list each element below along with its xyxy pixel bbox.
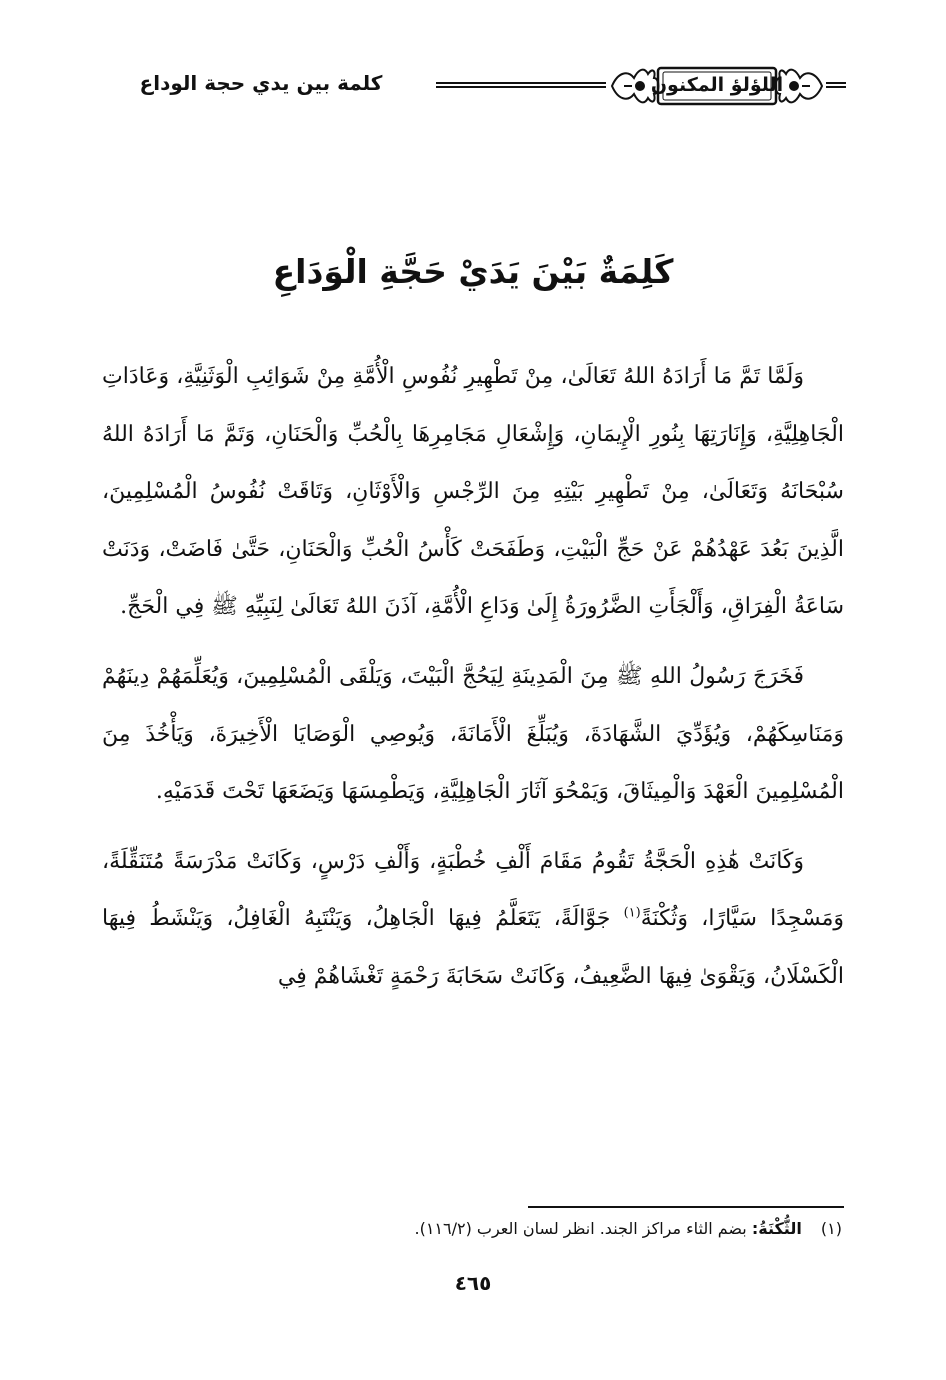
- paragraph-text: وَكَانَتْ هَٰذِهِ الْحَجَّةُ تَقُومُ مَقَامَ أَلْفِ خُطْبَةٍ، وَأَلْفِ دَرْسٍ، وَكَانَتْ مَدْرَسَةً مُتَنَقِّلَةً، وَمَسْجِدًا سَيَّارًا، وَثُكْنَةً: [102, 848, 844, 932]
- paragraph-text: وَلَمَّا تَمَّ مَا أَرَادَهُ اللهُ تَعَالَىٰ، مِنْ تَطْهِيرِ نُفُوسِ الْأُمَّةِ مِنْ شَوَائِبِ الْوَثَنِيَّةِ، وَعَادَاتِ الْجَاهِلِيَّةِ، وَإِنَارَتِهَا بِنُورِ الْإِيمَانِ، وَإِشْعَالِ مَجَامِرِهَا بِالْحُبِّ وَالْحَنَانِ، وَتَمَّ مَا أَرَادَهُ اللهُ سُبْحَانَهُ وَتَعَالَىٰ، مِنْ تَطْهِيرِ بَيْتِهِ مِنَ الرِّجْسِ وَالْأَوْثَانِ، وَتَاقَتْ نُفُوسُ الْمُسْلِمِينَ، الَّذِينَ بَعُدَ عَهْدُهُمْ عَنْ حَجِّ الْبَيْتِ، وَطَفَحَتْ كَأْسُ الْحُبِّ وَالْحَنَانِ، حَتَّىٰ فَاضَتْ، وَدَنَتْ سَاعَةُ الْفِرَاقِ، وَأَلْجَأَتِ الضَّرُورَةُ إِلَىٰ وَدَاعِ الْأُمَّةِ، آذَنَ اللهُ تَعَالَىٰ لِنَبِيِّهِ ﷺ فِي الْحَجِّ.: [102, 364, 844, 620]
- footnote-separator: [528, 1206, 844, 1208]
- page-number: ٤٦٥: [454, 1271, 492, 1295]
- footnote-number: (١): [820, 1219, 842, 1238]
- header-double-rule: [436, 82, 606, 88]
- footnote-text: بضم الثاء مراكز الجند. انظر لسان العرب (١١٦/٢).: [414, 1219, 747, 1238]
- running-header: [96, 58, 846, 118]
- body-text: [102, 348, 844, 1018]
- paragraph-text: فَخَرَجَ رَسُولُ اللهِ ﷺ مِنَ الْمَدِينَةِ لِيَحُجَّ الْبَيْتَ، وَيَلْقَى الْمُسْلِمِينَ، وَيُعَلِّمَهُمْ دِينَهُمْ وَمَنَاسِكَهُمْ، وَيُؤَدِّيَ الشَّهَادَةَ، وَيُبَلِّغَ الْأَمَانَةَ، وَيُوصِي الْوَصَايَا الْأَخِيرَةَ، وَيَأْخُذَ مِنَ الْمُسْلِمِينَ الْعَهْدَ وَالْمِيثَاقَ، وَيَمْحُوَ آثَارَ الْجَاهِلِيَّةِ، وَيَطْمِسَهَا وَيَضَعَهَا تَحْتَ قَدَمَيْهِ.: [102, 663, 844, 805]
- paragraph-text: جَوَّالَةً، يَتَعَلَّمُ فِيهَا الْجَاهِلُ، وَيَنْتَبِهُ الْغَافِلُ، وَيَنْشَطُ فِيهَا الْكَسْلَانُ، وَيَقْوَىٰ فِيهَا الضَّعِيفُ، وَكَانَتْ سَحَابَةَ رَحْمَةٍ تَغْشَاهُمْ فِي: [102, 906, 844, 989]
- book-title-ornament: [610, 60, 824, 112]
- book-title: اللؤلؤ المكنون: [650, 74, 784, 96]
- paragraph: [102, 833, 844, 1006]
- paragraph: [102, 348, 844, 636]
- footnote: [102, 1214, 842, 1244]
- chapter-heading: كَلِمَةٌ بَيْنَ يَدَيْ حَجَّةِ الْوَدَاعِ: [272, 252, 674, 291]
- footnote-reference[interactable]: (١): [623, 906, 641, 922]
- header-double-rule: [826, 82, 846, 88]
- running-chapter-title: كلمة بين يدي حجة الوداع: [139, 71, 383, 95]
- paragraph: [102, 648, 844, 821]
- footnote-term: الثُّكْنَةُ:: [751, 1219, 802, 1238]
